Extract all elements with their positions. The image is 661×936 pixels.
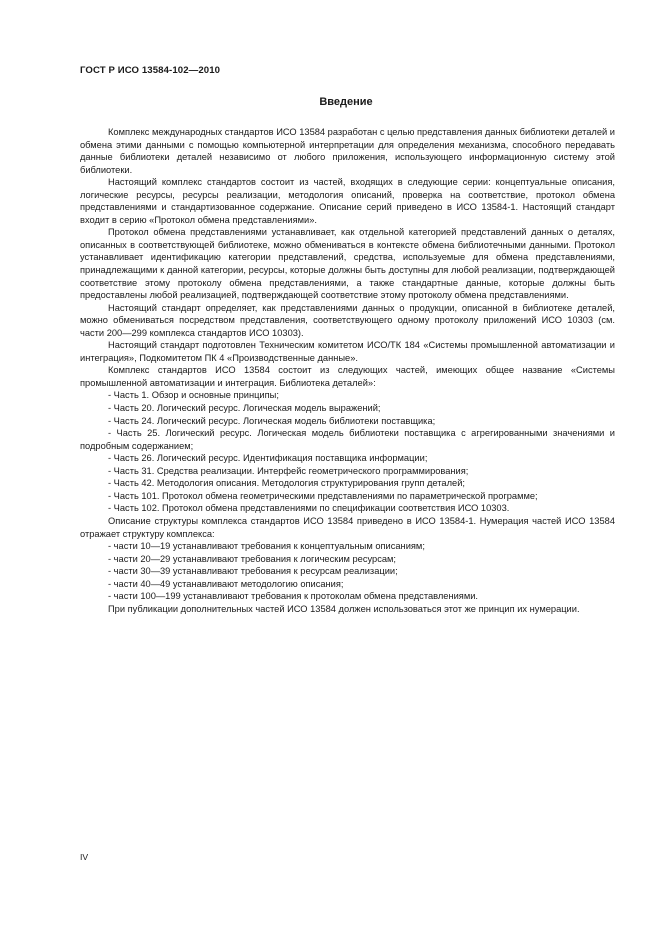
paragraph-parts-intro: Комплекс стандартов ИСО 13584 состоит из следующих частей, имеющих общее название «Системы промышленной автоматизации и интеграция. Библиотека деталей»:	[80, 365, 615, 388]
paragraph-series: Настоящий комплекс стандартов состоит из частей, входящих в следующие серии: концептуальные описания, логические ресурсы, ресурсы реализации, методология описаний, проверка на соответствие, протокол обмена представлениями и стандартизованное содержание. Описание серий приведено в ИСО 13584-1. Настоящий стандарт входит в серию «Протокол обмена представлениями».	[80, 177, 615, 225]
document-code: ГОСТ Р ИСО 13584-102—2010	[80, 65, 221, 76]
paragraph-committee: Настоящий стандарт подготовлен Техническим комитетом ИСО/ТК 184 «Системы промышленной автоматизации и интеграция», Подкомитетом ПК 4 «Производственные данные».	[80, 340, 615, 363]
list-item: - Часть 20. Логический ресурс. Логическая модель выражений;	[108, 403, 381, 414]
paragraph-scope: Настоящий стандарт определяет, как представлениями данных о продукции, описанной в библиотеке деталей, можно обмениваться посредством представления, соответствующего одному протоколу приложений ИСО 10303 (см. части 200—299 комплекса стандартов ИСО 10303).	[80, 302, 615, 338]
body-text	[80, 126, 615, 615]
section-title: Введение	[319, 96, 373, 108]
list-item: - части 40—49 устанавливают методологию описания;	[108, 578, 344, 589]
list-item: - Часть 102. Протокол обмена представлениями по спецификации соответствия ИСО 10303.	[108, 503, 510, 514]
list-item: - части 20—29 устанавливают требования к логическим ресурсам;	[108, 553, 396, 564]
list-item: - Часть 42. Методология описания. Методология структурирования групп деталей;	[108, 478, 465, 489]
list-item: - Часть 25. Логический ресурс. Логическая модель библиотеки поставщика с агрегированными значениями и подробным содержанием;	[80, 428, 615, 451]
paragraph-intro: Комплекс международных стандартов ИСО 13584 разработан с целью представления данных библиотеки деталей и обмена этими данными с помощью компьютерной интерпретации для определения механизма, способного передавать данные библиотеки деталей независимо от любого приложения, использующего информационную систему этой библиотеки.	[80, 127, 615, 175]
list-item: - Часть 26. Логический ресурс. Идентификация поставщика информации;	[108, 453, 428, 464]
list-item: - Часть 101. Протокол обмена геометрическими представлениями по параметрической программе;	[108, 490, 538, 501]
paragraph-closing: При публикации дополнительных частей ИСО 13584 должен использоваться этот же принцип их нумерации.	[108, 603, 580, 614]
list-item: - Часть 1. Обзор и основные принципы;	[108, 390, 279, 401]
list-item: - Часть 24. Логический ресурс. Логическая модель библиотеки поставщика;	[108, 415, 436, 426]
list-item: - Часть 31. Средства реализации. Интерфейс геометрического программирования;	[108, 465, 469, 476]
paragraph-protocol: Протокол обмена представлениями устанавливает, как отдельной категорией представлений данных о деталях, описанных в соответствующей библиотеке, можно обмениваться в контексте обмена библиотечными данными. Протокол устанавливает идентификацию категории представлений, средства, используемые для обмена представлениями, принадлежащими к данной категории, ресурсы, которые должны быть доступны для любой реализации, подтверждающей соответствие этому протоколу обмена представлениями, а также стандартные данные, которые должны быть предоставлены любой реализацией, подтверждающей соответствие этому протоколу обмена представлениями.	[80, 227, 615, 301]
paragraph-numbering: Описание структуры комплекса стандартов ИСО 13584 приведено в ИСО 13584-1. Нумерация частей ИСО 13584 отражает структуру комплекса:	[80, 515, 615, 539]
list-item: - части 100—199 устанавливают требования к протоколам обмена представлениями.	[108, 591, 479, 602]
page-number: IV	[80, 852, 89, 862]
list-item: - части 30—39 устанавливают требования к ресурсам реализации;	[108, 566, 398, 577]
list-item: - части 10—19 устанавливают требования к концептуальным описаниям;	[108, 541, 425, 552]
